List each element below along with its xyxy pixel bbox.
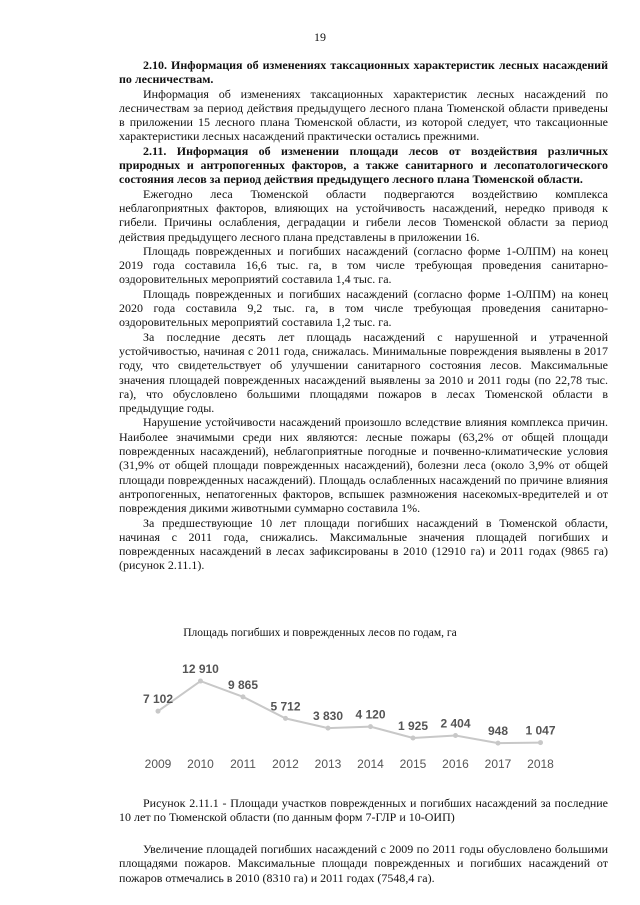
data-point [453,733,458,738]
x-tick-label: 2016 [442,757,469,771]
data-label: 2 404 [440,716,471,731]
x-tick-label: 2011 [230,757,256,771]
paragraph: Площадь поврежденных и погибших насаждений (согласно форме 1-ОЛПМ) на конец 2019 года составила 16,6 тыс. га, в том числе требующая проведения санитарно-оздоровительных мероприятий составила 1,4 тыс. га. [119,243,608,287]
chart-title: Площадь погибших и поврежденных лесов по годам, га [183,627,457,639]
series-line [158,681,541,743]
x-tick-label: 2014 [357,757,384,771]
paragraph: Ежегодно леса Тюменской области подвергаются воздействию комплекса неблагоприятных факторов, влияющих на устойчивость насаждений, нередко приводя к гибели. Причины ослабления, деградации и гибели лесов Тюменской области за период действия предыдущего лесного плана представлены в приложении 16. [119,186,608,244]
data-point [538,740,543,745]
figure-caption: Рисунок 2.11.1 - Площади участков поврежденных и погибших насаждений за последние 10 лет по Тюменской области (по данным форм 7-ГЛР и 10-ОИП) [119,796,608,825]
data-point [411,736,416,741]
final-paragraph: Увеличение площадей погибших насаждений с 2009 по 2011 годы обусловлено большими площадями пожаров. Максимальные площади поврежденных и погибших насаждений от пожаров отмечались в 2010 (8310 га) и 2011 годах (7548,4 га). [119,842,608,885]
line-chart [120,640,560,780]
data-label: 1 047 [525,723,556,738]
data-label: 3 830 [312,709,344,724]
data-point [496,741,501,746]
data-point [368,724,373,729]
x-tick-label: 2013 [314,757,342,771]
x-tick-label: 2010 [187,757,214,771]
data-label: 4 120 [355,707,386,722]
data-label: 12 910 [182,662,219,677]
paragraph: Нарушение устойчивости насаждений произошло вследствие влияния комплекса причин. Наиболее значимыми среди них являются: лесные пожары (63,2% от общей площади поврежденных насаждений), неблагоприятные погодные и почвенно-климатические условия (31,9% от общей площади поврежденных насаждений), болезни леса (около 3,9% от общей площади поврежденных насаждений). Площадь ослабленных насаждений по причине влияния антропогенных, непатогенных факторов, вспышек размножения насекомых-вредителей и от повреждения дикими животными суммарно составила 1%. [119,415,608,516]
data-point [198,679,203,684]
data-label: 7 102 [142,692,174,707]
x-tick-label: 2017 [484,757,512,771]
paragraph: За предшествующие 10 лет площади погибших насаждений в Тюменской области, начиная с 2011 года, снижались. Максимальные значения площадей погибших и поврежденных насаждений в лесах зафиксированы в 2010 (12910 га) и 2011 годах (9865 га) (рисунок 2.11.1). [119,515,608,573]
data-point [156,709,161,714]
x-tick-label: 2009 [144,757,172,771]
data-label: 1 925 [397,719,429,734]
data-point [283,716,288,721]
paragraph: Площадь поврежденных и погибших насаждений (согласно форме 1-ОЛПМ) на конец 2020 года составила 9,2 тыс. га, в том числе требующая проведения санитарно-оздоровительных мероприятий составила 1,2 тыс. га. [119,286,608,330]
data-label: 5 712 [270,699,301,714]
section-heading: 2.10. Информация об изменениях таксационных характеристик лесных насаждений по лесничествам. [119,58,608,87]
body-text [119,58,608,573]
x-tick-label: 2018 [527,757,554,771]
paragraph: За последние десять лет площадь насаждений с нарушенной и утраченной устойчивостью, начиная с 2011 года, снижалась. Минимальные повреждения выявлены в 2017 году, что свидетельствует об улучшении санитарного состояния лесов. Максимальные значения площадей поврежденных насаждений выявлены за 2010 и 2011 годы (по 22,78 тыс. га), что обусловлено большими площадями пожаров в лесах Тюменской области в предыдущие годы. [119,329,608,416]
section-heading: 2.11. Информация об изменении площади лесов от воздействия различных природных и антропогенных факторов, а также санитарного и лесопатологического состояния лесов за период действия предыдущего лесного плана Тюменской области. [119,143,608,187]
data-point [326,726,331,731]
paragraph: Информация об изменениях таксационных характеристик лесных насаждений по лесничествам за период действия предыдущего лесного плана Тюменской области приведены в приложении 15 лесного плана Тюменской области, из которой следует, что таксационные характеристики лесных насаждений практически остались прежними. [119,86,608,144]
data-label: 9 865 [227,677,259,692]
x-tick-label: 2012 [272,757,299,771]
data-label: 948 [487,724,509,739]
x-tick-label: 2015 [399,757,427,771]
page-number: 19 [314,30,326,44]
data-point [241,694,246,699]
